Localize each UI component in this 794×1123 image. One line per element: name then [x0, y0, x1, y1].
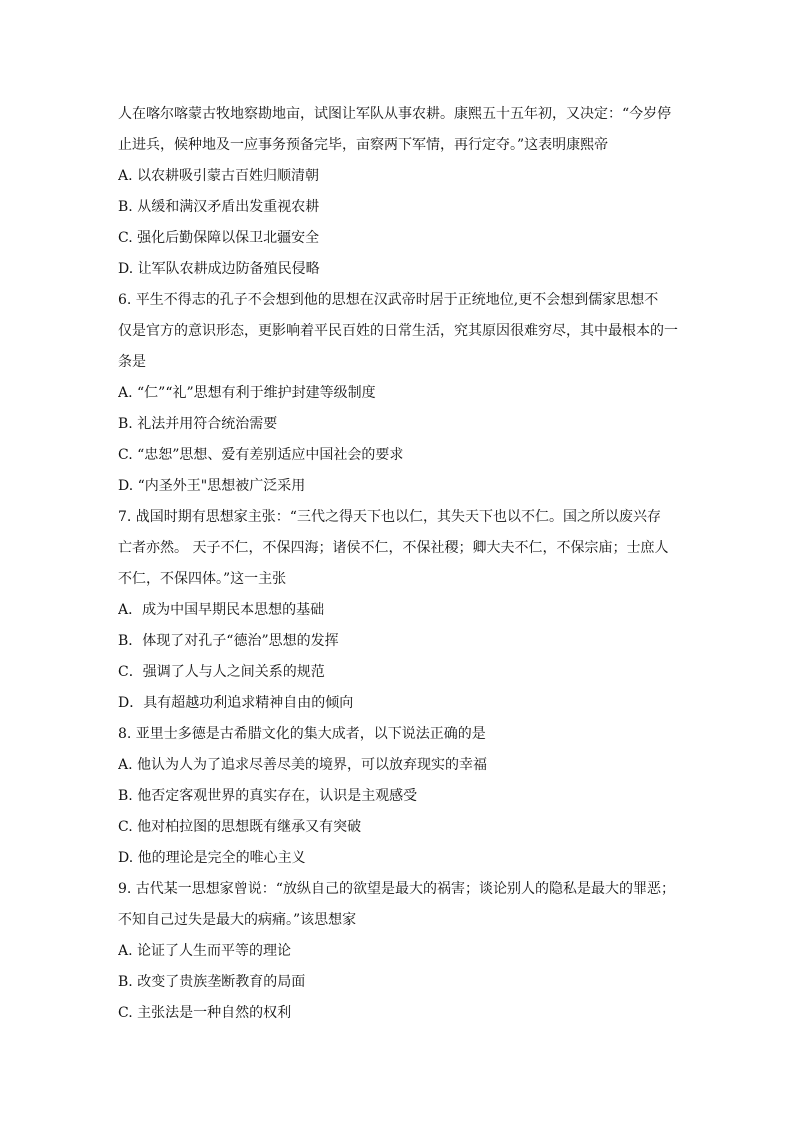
question-5-stem-line-1: 人在喀尔喀蒙古牧地察勘地亩，试图让军队从事农耕。康熙五十五年初，又决定：“今岁停 — [118, 106, 672, 122]
question-6-option-a: A. “仁”“礼”思想有利于维护封建等级制度 — [118, 385, 376, 401]
question-8-option-b: B. 他否定客观世界的真实存在，认识是主观感受 — [118, 788, 418, 804]
question-8-stem-line-1: 8. 亚里士多德是古希腊文化的集大成者，以下说法正确的是 — [118, 726, 486, 742]
question-6-stem-line-1: 6. 平生不得志的孔子不会想到他的思想在汉武帝时居于正统地位,更不会想到儒家思想不 — [118, 292, 659, 308]
question-9-option-c: C. 主张法是一种自然的权利 — [118, 1005, 292, 1021]
question-5-stem-line-2: 止进兵，候种地及一应事务预备完毕，亩察两下军情，再行定夺。”这表明康熙帝 — [118, 137, 609, 153]
question-7-stem-line-1: 7. 战国时期有思想家主张：“三代之得天下也以仁，其失天下也以不仁。国之所以废兴存 — [118, 509, 661, 525]
question-9-option-b: B. 改变了贵族垄断教育的局面 — [118, 974, 306, 990]
question-8-option-c: C. 他对柏拉图的思想既有继承又有突破 — [118, 819, 362, 835]
question-6-option-b: B. 礼法并用符合统治需要 — [118, 416, 278, 432]
question-5-option-c: C. 强化后勤保障以保卫北疆安全 — [118, 230, 320, 246]
question-8-option-d: D. 他的理论是完全的唯心主义 — [118, 850, 306, 866]
question-6-stem-line-2: 仅是官方的意识形态，更影响着平民百姓的日常生活，究其原因很难穷尽，其中最根本的一 — [118, 323, 678, 339]
question-7-stem-line-3: 不仁，不保四体。”这一主张 — [118, 571, 287, 587]
question-9 — [118, 874, 678, 1029]
question-6 — [118, 285, 678, 502]
question-7-option-b: B．体现了对孔子“德治”思想的发挥 — [118, 633, 339, 649]
question-9-option-a: A. 论证了人生而平等的理论 — [118, 943, 292, 959]
question-7-stem-line-2: 亡者亦然。 天子不仁，不保四海；诸侯不仁，不保社稷；卿大夫不仁，不保宗庙；士庶人 — [118, 540, 669, 556]
question-5-option-a: A. 以农耕吸引蒙古百姓归顺清朝 — [118, 168, 320, 184]
question-6-option-d: D. “内圣外王"思想被广泛采用 — [118, 478, 306, 494]
question-list — [118, 99, 678, 1029]
question-7-option-c: C．强调了人与人之间关系的规范 — [118, 664, 325, 680]
question-8-option-a: A. 他认为人为了追求尽善尽美的境界，可以放弃现实的幸福 — [118, 757, 488, 773]
question-8 — [118, 719, 678, 874]
question-5 — [118, 99, 678, 285]
question-7 — [118, 502, 678, 719]
question-7-option-d: D．具有超越功利追求精神自由的倾向 — [118, 695, 354, 711]
question-9-stem-line-1: 9. 古代某一思想家曾说：“放纵自己的欲望是最大的祸害；谈论别人的隐私是最大的罪恶； — [118, 881, 675, 897]
question-7-option-a: A．成为中国早期民本思想的基础 — [118, 602, 325, 618]
question-6-option-c: C. “忠恕”思想、爱有差别适应中国社会的要求 — [118, 447, 404, 463]
question-6-stem-line-3: 条是 — [118, 354, 146, 370]
question-5-option-d: D. 让军队农耕成边防备殖民侵略 — [118, 261, 320, 277]
question-5-option-b: B. 从缓和满汉矛盾出发重视农耕 — [118, 199, 320, 215]
question-9-stem-line-2: 不知自己过失是最大的病痛。”该思想家 — [118, 912, 357, 928]
